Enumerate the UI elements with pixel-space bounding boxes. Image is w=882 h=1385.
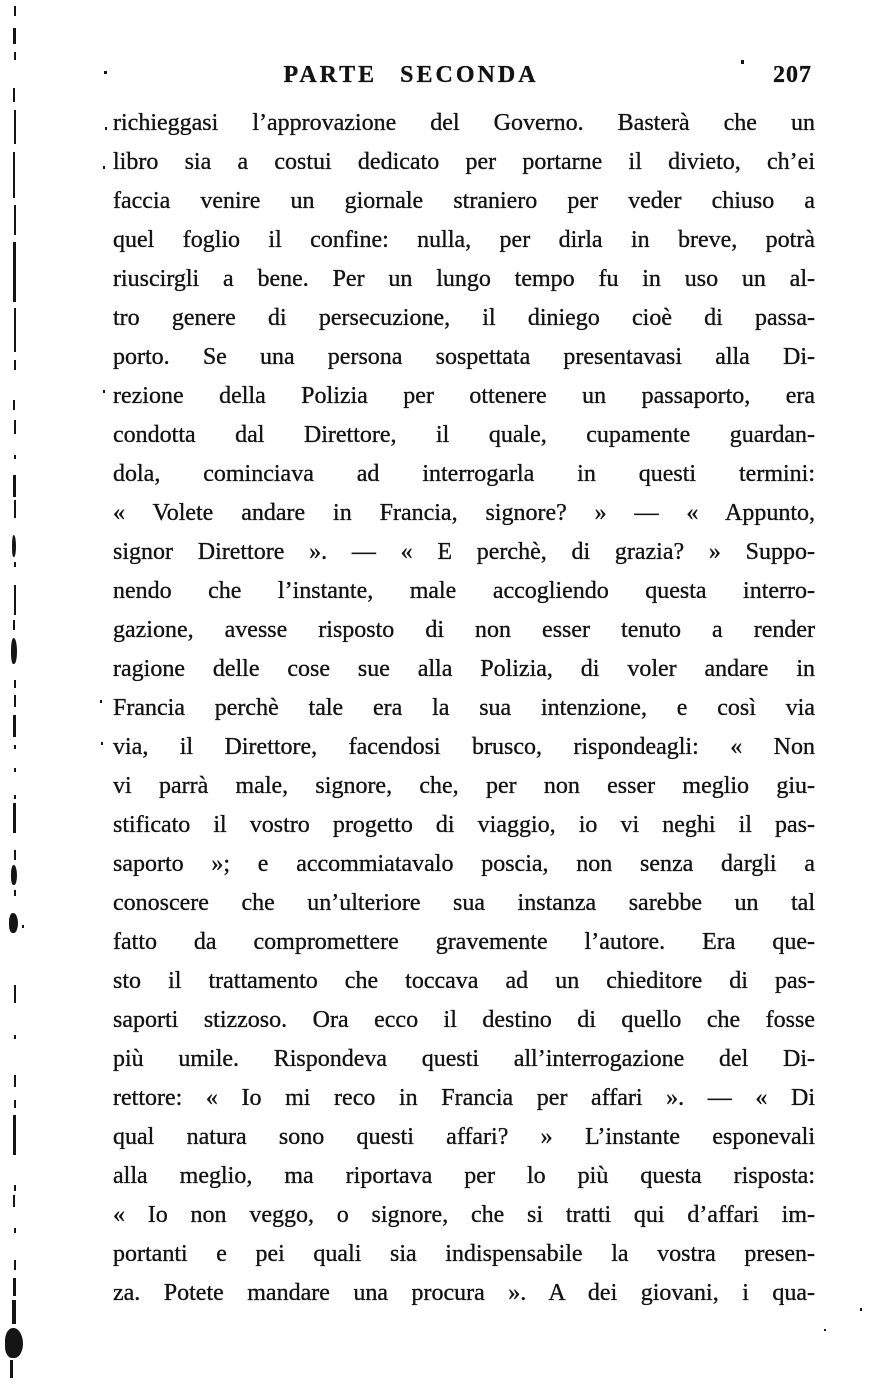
scan-speck bbox=[5, 1328, 23, 1358]
text-line: quel foglio il confine: nulla, per dirla in breve, potrà bbox=[113, 227, 815, 253]
text-line: faccia venire un giornale straniero per veder chiuso a bbox=[113, 188, 815, 214]
text-line: rettore: « Io mi reco in Francia per affari ». — « Di bbox=[113, 1085, 815, 1111]
scan-speck bbox=[14, 695, 16, 707]
text-line: gazione, avesse risposto di non esser tenuto a render bbox=[113, 617, 815, 643]
scan-speck bbox=[13, 475, 16, 497]
text-line: nendo che l’instante, male accogliendo questa interro- bbox=[113, 578, 815, 604]
text-line: Francia perchè tale era la sua intenzione, e così via bbox=[113, 695, 815, 721]
scan-speck bbox=[13, 715, 16, 737]
scan-speck bbox=[14, 768, 16, 772]
scan-speck bbox=[741, 60, 744, 64]
scan-speck bbox=[13, 88, 15, 102]
scan-speck bbox=[14, 420, 16, 434]
scan-speck bbox=[13, 1115, 16, 1155]
text-line: saporti stizzoso. Ora ecco il destino di quello che fosse bbox=[113, 1007, 815, 1033]
text-line: libro sia a costui dedicato per portarne il divieto, ch’ei bbox=[113, 149, 815, 175]
scan-speck bbox=[14, 985, 16, 1003]
scan-speck bbox=[14, 205, 16, 235]
text-line: fatto da compromettere gravemente l’autore. Era que- bbox=[113, 929, 815, 955]
scan-speck bbox=[100, 700, 102, 703]
text-line: tro genere di persecuzione, il diniego cioè di passa- bbox=[113, 305, 815, 331]
text-line: conoscere che un’ulteriore sua instanza sarebbe un tal bbox=[113, 890, 815, 916]
text-line: « Volete andare in Francia, signore? » — « Appunto, bbox=[113, 500, 815, 526]
text-line: alla meglio, ma riportava per lo più questa risposta: bbox=[113, 1163, 815, 1189]
scan-speck bbox=[14, 1260, 16, 1270]
scan-speck bbox=[11, 638, 17, 664]
scan-speck bbox=[13, 803, 16, 833]
text-line: « Io non veggo, o signore, che si tratti qui d’affari im- bbox=[113, 1202, 815, 1228]
scan-speck bbox=[14, 360, 16, 370]
text-line: saporto »; e accommiatavalo poscia, non senza dargli a bbox=[113, 851, 815, 877]
scan-speck bbox=[103, 390, 105, 393]
page-number: 207 bbox=[773, 62, 812, 88]
text-line: za. Potete mandare una procura ». A dei giovani, i qua- bbox=[113, 1280, 815, 1306]
scan-speck bbox=[12, 1300, 16, 1324]
scan-speck bbox=[14, 6, 16, 16]
scan-speck bbox=[103, 166, 105, 169]
text-line: più umile. Rispondeva questi all’interrogazione del Di- bbox=[113, 1046, 815, 1072]
scan-speck bbox=[13, 400, 15, 410]
scan-speck bbox=[14, 890, 16, 896]
text-line: sto il trattamento che toccava ad un chieditore di pas- bbox=[113, 968, 815, 994]
text-line: riuscirgli a bene. Per un lungo tempo fu in uso un al- bbox=[113, 266, 815, 292]
scan-speck bbox=[860, 1308, 862, 1311]
scan-speck bbox=[14, 1228, 16, 1233]
page-header bbox=[0, 62, 882, 96]
scan-speck bbox=[105, 127, 107, 130]
text-line: via, il Direttore, facendosi brusco, rispondeagli: « Non bbox=[113, 734, 815, 760]
scan-speck bbox=[14, 562, 16, 567]
scan-speck bbox=[13, 1195, 15, 1207]
scan-speck bbox=[22, 925, 24, 928]
text-line: condotta dal Direttore, il quale, cupamente guardan- bbox=[113, 422, 815, 448]
text-line: ragione delle cose sue alla Polizia, di voler andare in bbox=[113, 656, 815, 682]
scan-speck bbox=[14, 52, 16, 60]
scan-speck bbox=[12, 535, 16, 557]
scan-speck bbox=[14, 1035, 16, 1039]
text-line: stificato il vostro progetto di viaggio, io vi neghi il pas- bbox=[113, 812, 815, 838]
text-line: signor Direttore ». — « E perchè, di grazia? » Suppo- bbox=[113, 539, 815, 565]
text-line: rezione della Polizia per ottenere un passaporto, era bbox=[113, 383, 815, 409]
scan-speck bbox=[14, 500, 16, 518]
scan-speck bbox=[9, 913, 18, 933]
text-line: qual natura sono questi affari? » L’instante esponevali bbox=[113, 1124, 815, 1150]
scan-speck bbox=[104, 71, 107, 74]
text-line: porto. Se una persona sospettata presentavasi alla Di- bbox=[113, 344, 815, 370]
scan-speck bbox=[13, 1278, 16, 1296]
scan-speck bbox=[11, 865, 17, 885]
scan-speck bbox=[13, 242, 16, 302]
text-line: dola, cominciava ad interrogarla in questi termini: bbox=[113, 461, 815, 487]
scan-speck bbox=[13, 28, 16, 44]
scan-speck bbox=[13, 152, 15, 198]
running-title: PARTE SECONDA bbox=[283, 62, 539, 88]
scan-speck bbox=[14, 1185, 16, 1191]
scan-speck bbox=[101, 742, 103, 745]
scan-speck bbox=[14, 745, 16, 749]
scan-speck bbox=[13, 620, 15, 630]
scan-speck bbox=[10, 1360, 13, 1378]
body-text bbox=[113, 104, 815, 1313]
scan-speck bbox=[14, 110, 16, 144]
text-line: richieggasi l’approvazione del Governo. Basterà che un bbox=[113, 110, 815, 136]
scan-speck bbox=[14, 1075, 16, 1087]
text-line: vi parrà male, signore, che, per non esser meglio giu- bbox=[113, 773, 815, 799]
scan-speck bbox=[14, 585, 16, 615]
scan-speck bbox=[14, 680, 16, 688]
scan-speck bbox=[14, 1100, 16, 1108]
scan-speck bbox=[14, 455, 16, 459]
scan-speck bbox=[14, 308, 16, 352]
text-line: portanti e pei quali sia indispensabile la vostra presen- bbox=[113, 1241, 815, 1267]
scan-speck bbox=[824, 1329, 826, 1331]
scan-speck bbox=[14, 850, 16, 860]
scan-speck bbox=[14, 795, 16, 799]
